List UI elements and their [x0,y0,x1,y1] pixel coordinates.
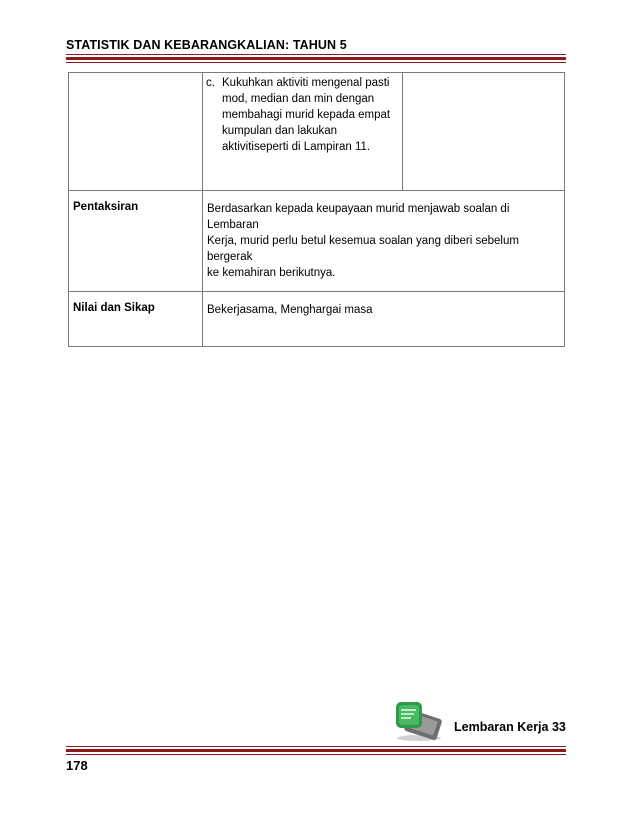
row-content-nilai-sikap [203,292,565,347]
page-header-title: STATISTIK DAN KEBARANGKALIAN: TAHUN 5 [66,38,347,52]
table-row [69,73,565,191]
header-rule [66,54,566,65]
step-text-line: membahagi murid kepada empat [222,109,391,121]
worksheet-label: Lembaran Kerja 33 [454,720,566,734]
step-letter: c. [206,77,215,89]
step-text-line: Kukuhkan aktiviti mengenal pasti [222,77,390,89]
empty-label-cell [69,73,203,191]
table-row [69,292,565,347]
lesson-plan-table [68,72,565,347]
content-line: Kerja, murid perlu betul kesemua soalan yang diberi sebelum bergerak [207,235,519,263]
row-label-pentaksiran: Pentaksiran [69,191,203,292]
content-line: Berdasarkan kepada keupayaan murid menjawab soalan di Lembaran [207,203,510,231]
row-content-pentaksiran [203,191,565,292]
content-line: Bekerjasama, Menghargai masa [207,304,373,316]
step-text-line: mod, median dan min dengan [222,93,375,105]
row-label-nilai-sikap: Nilai dan Sikap [69,292,203,347]
step-cell [203,73,403,191]
footer-rule [66,746,566,757]
page-number: 178 [66,758,88,773]
worksheet-paper-icon [394,700,444,742]
step-text-line: kumpulan dan lakukan [222,125,338,137]
step-text-line: aktivitiseperti di Lampiran 11. [222,141,371,153]
empty-notes-cell [403,73,565,191]
table-row [69,191,565,292]
content-line: ke kemahiran berikutnya. [207,267,336,279]
